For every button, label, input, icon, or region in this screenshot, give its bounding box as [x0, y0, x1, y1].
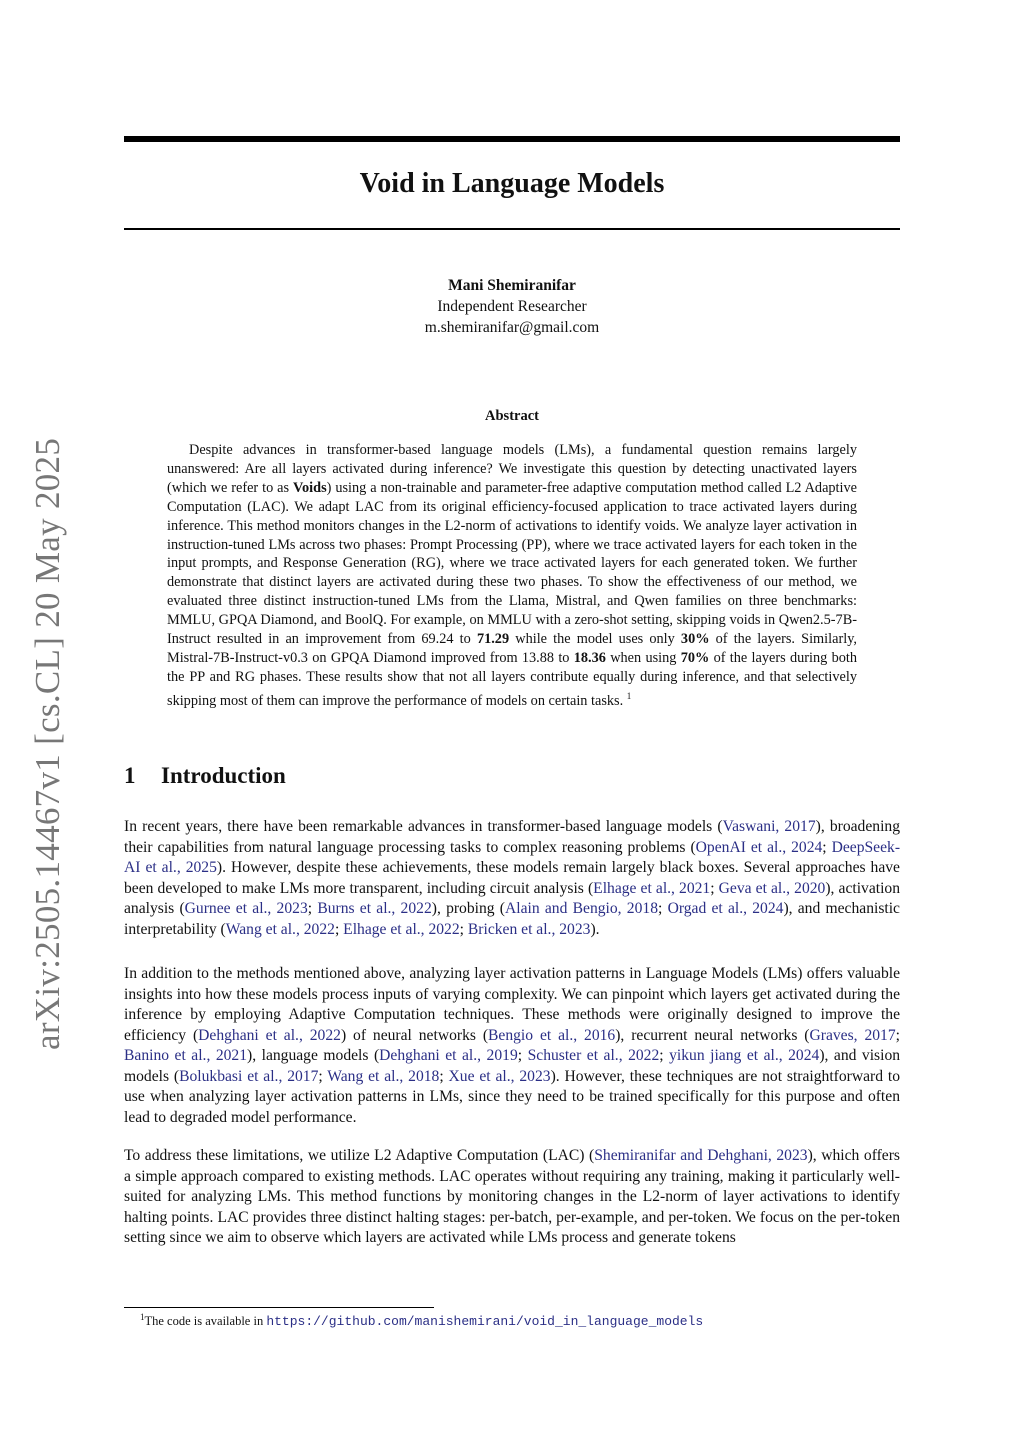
- citation-link[interactable]: Shemiranifar and Dehghani, 2023: [594, 1147, 808, 1164]
- citation-link[interactable]: Alain and Bengio, 2018: [505, 900, 658, 917]
- bold-text: Voids: [293, 479, 327, 496]
- paper-title: Void in Language Models: [359, 168, 665, 199]
- text-run: ), broadening their capabilities from natural language processing tasks to complex reasoning problems (: [124, 818, 900, 856]
- bold-text: 70%: [680, 649, 710, 666]
- citation-link[interactable]: Banino et al., 2021: [124, 1047, 248, 1064]
- section-title: Introduction: [161, 763, 286, 788]
- text-run: ;: [307, 900, 318, 917]
- bold-text: 18.36: [573, 649, 606, 666]
- code-url-link[interactable]: https://github.com/manishemirani/void_in_language_models: [266, 1314, 704, 1330]
- text-run: ;: [318, 1067, 328, 1085]
- citation-link[interactable]: Wang et al., 2022: [225, 920, 335, 938]
- abstract-text: [167, 441, 857, 710]
- citation-link[interactable]: Schuster et al., 2022: [527, 1047, 660, 1064]
- text-run: while the model uses only: [509, 631, 681, 648]
- text-run: of the layers. Similarly, Mistral-7B-Instruct-v0.3 on GPQA Diamond improved from 13.88 to: [167, 631, 857, 666]
- footnote: [140, 1312, 703, 1329]
- text-run: ). However, these techniques are not straightforward to use when analyzing layer activation patterns in LMs, since they need to be trained specifically for this purpose and often lead to degraded model performance.: [124, 1067, 900, 1126]
- text-run: ;: [439, 1067, 449, 1085]
- text-run: ;: [710, 879, 719, 897]
- text-run: ;: [895, 1026, 900, 1044]
- citation-link[interactable]: Graves, 2017: [809, 1026, 896, 1044]
- text-run: In recent years, there have been remarkable advances in transformer-based language models (: [124, 818, 723, 835]
- citation-link[interactable]: Geva et al., 2020: [718, 879, 826, 897]
- text-run: ). However, despite these achievements, these models remain largely black boxes. Several approaches have been developed to make LMs more transparent, including circuit analysis (: [124, 859, 900, 897]
- bold-text: 30%: [680, 631, 710, 648]
- citation-link[interactable]: OpenAI et al., 2024: [695, 838, 823, 856]
- citation-link[interactable]: Bricken et al., 2023: [467, 920, 591, 938]
- text-run: ), language models (: [247, 1047, 380, 1064]
- text-run: ) of neural networks (: [340, 1026, 489, 1044]
- citation-link[interactable]: Wang et al., 2018: [327, 1067, 440, 1085]
- text-run: ), and mechanistic interpretability (: [124, 900, 900, 938]
- text-run: ), recurrent neural networks (: [615, 1026, 810, 1044]
- text-run: ), and vision models (: [124, 1047, 901, 1085]
- citation-link[interactable]: Orgad et al., 2024: [667, 900, 784, 917]
- intro-paragraph-1: [124, 817, 900, 940]
- author-name: Mani Shemiranifar: [448, 277, 576, 294]
- text-run: ;: [659, 1047, 670, 1064]
- text-run: To address these limitations, we utilize L2 Adaptive Computation (LAC) (: [124, 1147, 595, 1164]
- footnote-text: The code is available in: [144, 1314, 267, 1329]
- citation-link[interactable]: Burns et al., 2022: [317, 900, 432, 917]
- footnote-rule: [124, 1307, 434, 1308]
- citation-link[interactable]: Dehghani et al., 2022: [198, 1026, 341, 1044]
- footnote-mark: 1: [140, 1312, 145, 1322]
- citation-link[interactable]: Xue et al., 2023: [448, 1067, 551, 1085]
- author-affiliation: Independent Researcher: [437, 298, 587, 315]
- section-heading: [124, 763, 286, 789]
- text-run: ;: [517, 1047, 528, 1064]
- text-run: of the layers during both the PP and RG phases. These results show that not all layers contribute equally during inference, and that selectively skipping most of them can improve the performance of models on certain tasks.: [167, 649, 858, 709]
- citation-link[interactable]: Elhage et al., 2022: [343, 920, 460, 938]
- citation-link[interactable]: yikun jiang et al., 2024: [669, 1047, 820, 1064]
- arxiv-side-stamp: arXiv:2505.14467v1 [cs.CL] 20 May 2025: [28, 437, 67, 1050]
- text-run: ) using a non-trainable and parameter-free adaptive computation method called L2 Adaptive Computation (LAC). We adapt LAC from its original efficiency-focused application to trace activated layers during inference. This method monitors changes in the L2-norm of activations to identify voids. We analyze layer activation in instruction-tuned LMs across two phases: Prompt Processing (PP), where we trace activated layers for each token in the input prompts, and Response Generation (RG), where we trace activated layers for each generated token. We further demonstrate that distinct layers are activated during these two phases. To show the effectiveness of our method, we evaluated three distinct instruction-tuned LMs from the Llama, Mistral, and Qwen families on three benchmarks: MMLU, GPQA Diamond, and BoolQ. For example, on MMLU with a zero-shot setting, skipping voids in Qwen2.5-7B-Instruct resulted in an improvement from 69.24 to: [167, 479, 857, 648]
- citation-link[interactable]: Vaswani, 2017: [722, 818, 816, 835]
- text-run: Despite advances in transformer-based language models (LMs), a fundamental question remains largely unanswered: Are all layers activated during inference? We investigate this question by detecting unactivated layers (which we refer to as: [167, 442, 857, 496]
- text-run: In addition to the methods mentioned above, analyzing layer activation patterns in Language Models (LMs) offers valuable insights into how these models process inputs of varying complexity. We can pinpoint which layers get activated during the inference by employing Adaptive Computation techniques. These methods were originally designed to improve the efficiency (: [124, 965, 900, 1044]
- text-run: ), which offers a simple approach compared to existing methods. LAC operates without requiring any training, making it particularly well-suited for analyzing LMs. This method functions by monitoring changes in the L2-norm of layer activations to identify halting points. LAC provides three distinct halting stages: per-batch, per-example, and per-token. We focus on the per-token setting since we aim to observe which layers are activated while LMs process and generate tokens: [124, 1147, 900, 1246]
- text-run: ), probing (: [431, 900, 506, 917]
- text-run: ;: [459, 920, 468, 938]
- abstract-heading: Abstract: [485, 408, 539, 424]
- citation-link[interactable]: Gurnee et al., 2023: [184, 900, 308, 917]
- author-email: m.shemiranifar@gmail.com: [424, 319, 600, 336]
- text-run: ).: [590, 920, 600, 938]
- text-run: ;: [822, 838, 832, 856]
- text-run: ;: [334, 920, 344, 938]
- intro-paragraph-3: [124, 1146, 900, 1249]
- title-bottom-rule: [124, 228, 900, 230]
- bold-text: 71.29: [476, 631, 510, 648]
- title-top-rule: [124, 136, 900, 142]
- citation-link[interactable]: Dehghani et al., 2019: [379, 1047, 518, 1064]
- citation-link[interactable]: Elhage et al., 2021: [593, 879, 711, 897]
- text-run: ;: [658, 900, 668, 917]
- text-run: when using: [605, 649, 681, 666]
- section-number: 1: [124, 763, 136, 788]
- citation-link[interactable]: DeepSeek-AI et al., 2025: [124, 838, 901, 876]
- citation-link[interactable]: Bengio et al., 2016: [488, 1026, 616, 1044]
- footnote-ref[interactable]: 1: [626, 690, 632, 701]
- citation-link[interactable]: Bolukbasi et al., 2017: [179, 1067, 319, 1085]
- intro-paragraph-2: [124, 964, 900, 1128]
- text-run: ), activation analysis (: [124, 879, 901, 917]
